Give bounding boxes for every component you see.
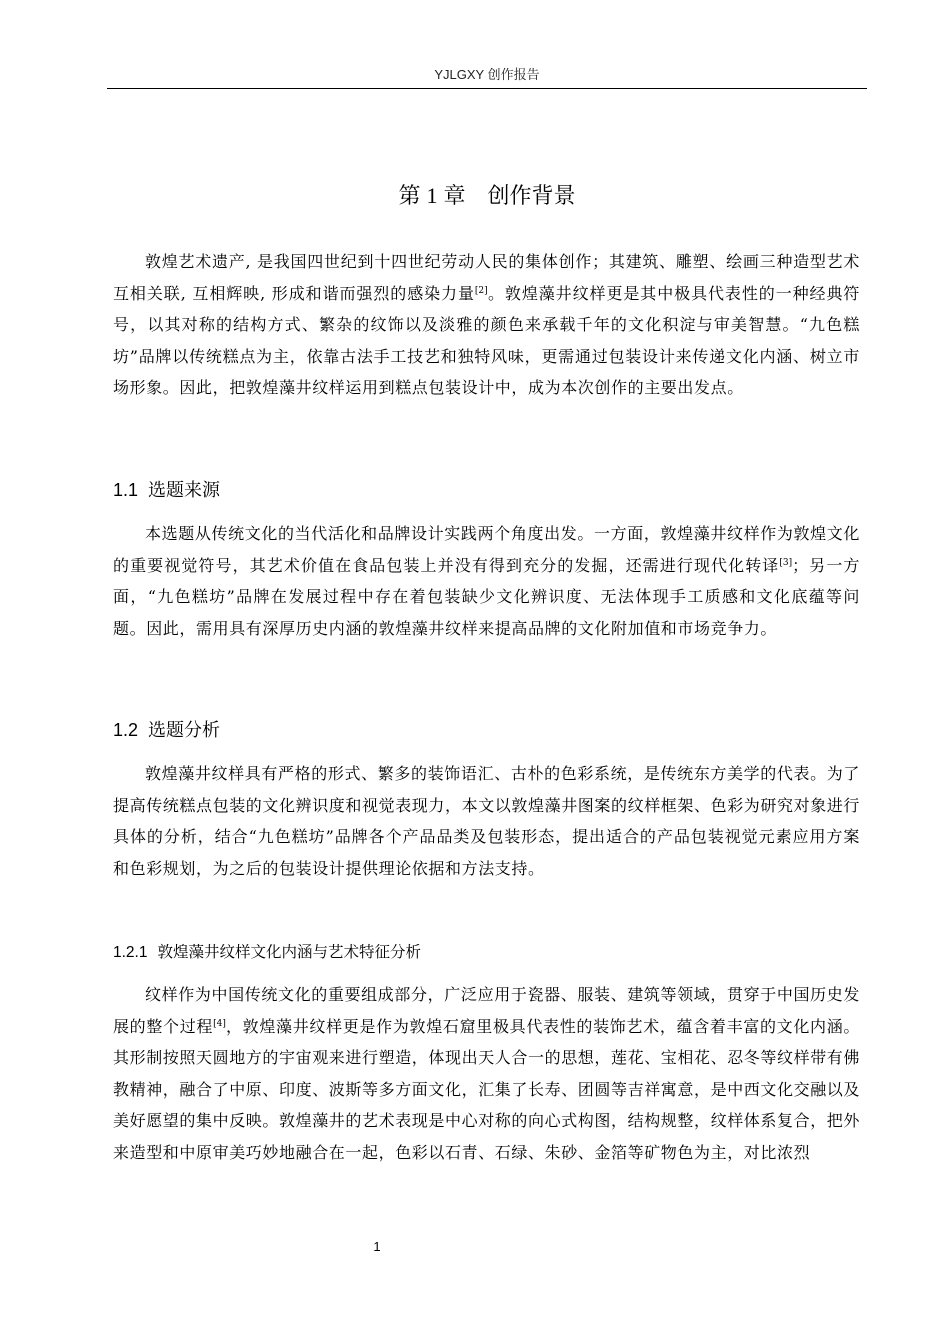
chapter-title-text: 创作背景 bbox=[487, 184, 576, 209]
section-1-1-paragraph bbox=[113, 518, 860, 644]
section-heading-1-2-1 bbox=[113, 938, 421, 967]
intro-paragraph bbox=[113, 246, 860, 404]
section-1-2-1-text-a: 纹样作为中国传统文化的重要组成部分，广泛应用于瓷器、服装、建筑等领域，贯穿于中国历史发展的整个过程 bbox=[113, 985, 860, 1036]
intro-text-a: 敦煌艺术遗产, 是我国四世纪到十四世纪劳动人民的集体创作；其建筑、雕塑、绘画三种造型艺术互相关联, 互相辉映, 形成和谐而强烈的感染力量 bbox=[113, 252, 860, 303]
chapter-number: 1 bbox=[426, 183, 438, 208]
citation-ref: [2] bbox=[474, 285, 488, 296]
citation-ref: [4] bbox=[213, 1018, 226, 1029]
header-rule bbox=[107, 88, 867, 89]
section-title: 选题来源 bbox=[148, 480, 221, 501]
section-1-1-text-b: ；另一方面，“九色糕坊”品牌在发展过程中存在着包装缺少文化辨识度、无法体现手工质感和文化底蕴等问题。因此，需用具有深厚历史内涵的敦煌藻井纹样来提高品牌的文化附加值和市场竞争力。 bbox=[113, 555, 861, 638]
running-header: YJLGXY 创作报告 bbox=[434, 67, 540, 82]
section-1-2-1-text-b: ，敦煌藻井纹样更是作为敦煌石窟里极具代表性的装饰艺术，蕴含着丰富的文化内涵。其形制按照天圆地方的宇宙观来进行塑造，体现出天人合一的思想，莲花、宝相花、忍冬等纹样带有佛教精神，融合了中原、印度、波斯等多方面文化，汇集了长寿、团圆等吉祥寓意，是中西文化交融以及美好愿望的集中反映。敦煌藻井的艺术表现是中心对称的向心式构图，结构规整，纹样体系复合，把外来造型和中原审美巧妙地融合在一起，色彩以石青、石绿、朱砂、金箔等矿物色为主，对比浓烈 bbox=[113, 1016, 861, 1162]
intro-text-b: 。敦煌藻井纹样更是其中极具代表性的一种经典符号，以其对称的结构方式、繁杂的纹饰以及淡雅的颜色来承载千年的文化积淀与审美智慧。“九色糕坊”品牌以传统糕点为主，依靠古法手工技艺和独特风味，更需通过包装设计来传递文化内涵、树立市场形象。因此，把敦煌藻井纹样运用到糕点包装设计中，成为本次创作的主要出发点。 bbox=[113, 283, 861, 397]
citation-ref: [3] bbox=[779, 557, 793, 568]
section-number: 1.2 bbox=[113, 720, 139, 740]
chapter-title bbox=[107, 176, 867, 217]
section-1-2-paragraph: 敦煌藻井纹样具有严格的形式、繁多的装饰语汇、古朴的色彩系统，是传统东方美学的代表。为了提高传统糕点包装的文化辨识度和视觉表现力，本文以敦煌藻井图案的纹样框架、色彩为研究对象进行具体的分析，结合“九色糕坊”品牌各个产品品类及包装形态，提出适合的产品包装视觉元素应用方案和色彩规划，为之后的包装设计提供理论依据和方法支持。 bbox=[113, 764, 861, 878]
chapter-prefix: 第 bbox=[398, 184, 421, 209]
chapter-suffix: 章 bbox=[443, 184, 466, 209]
section-title: 敦煌藻井纹样文化内涵与艺术特征分析 bbox=[157, 943, 421, 961]
section-heading-1-1 bbox=[113, 475, 220, 506]
section-1-1-text-a: 本选题从传统文化的当代活化和品牌设计实践两个角度出发。一方面，敦煌藻井纹样作为敦煌文化的重要视觉符号，其艺术价值在食品包装上并没有得到充分的发掘，还需进行现代化转译 bbox=[113, 524, 860, 575]
section-title: 选题分析 bbox=[148, 720, 221, 741]
section-1-2-1-paragraph bbox=[113, 979, 860, 1168]
section-number: 1.1 bbox=[113, 480, 139, 500]
page-number: 1 bbox=[373, 1239, 381, 1254]
section-number: 1.2.1 bbox=[113, 944, 148, 961]
section-heading-1-2 bbox=[113, 715, 220, 746]
